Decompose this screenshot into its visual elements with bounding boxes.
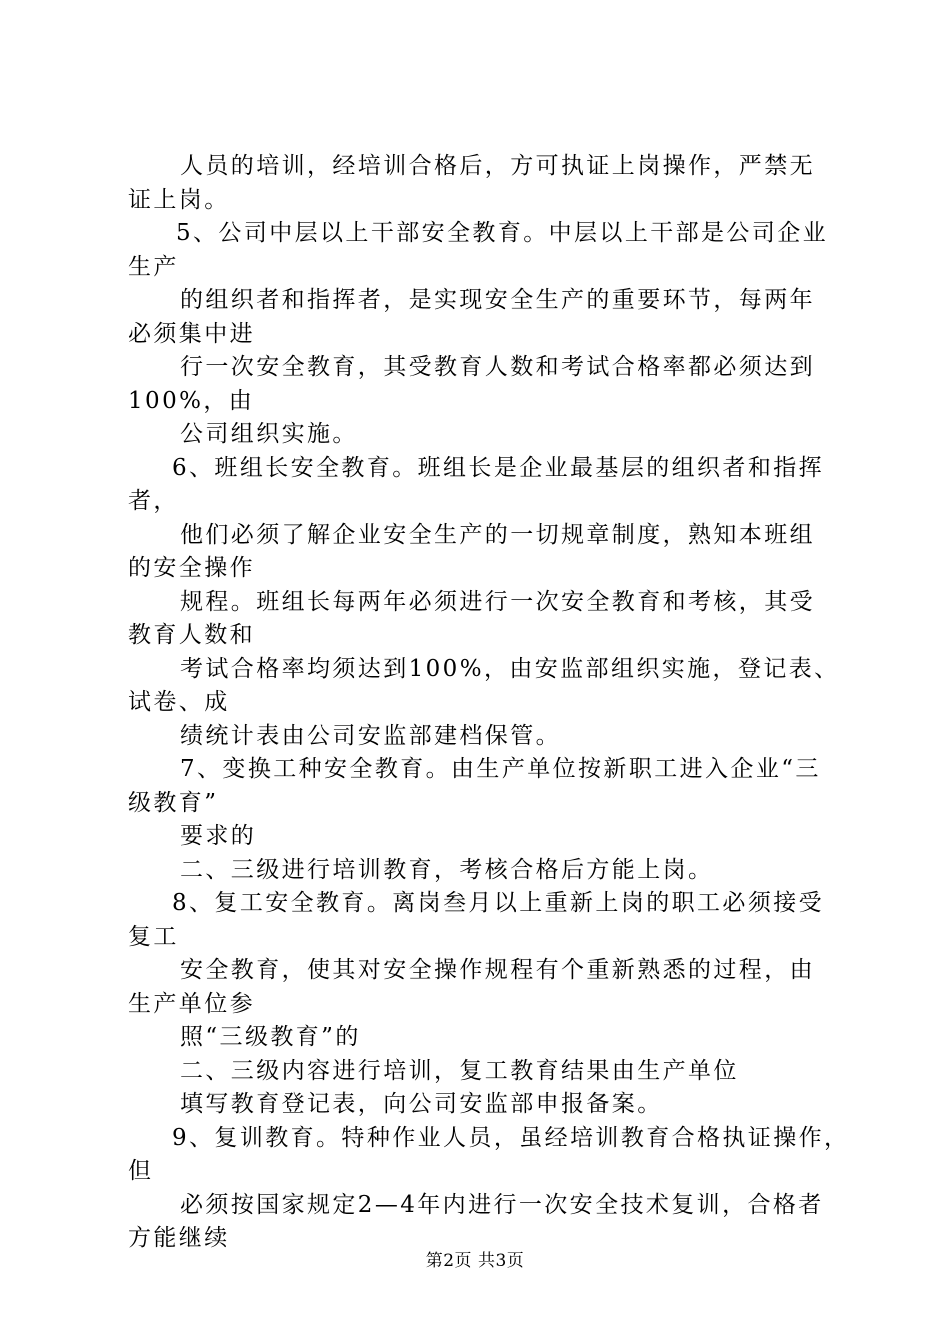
text-line: 教育人数和 [128,622,255,648]
text-line: 二、三级进行培训教育，考核合格后方能上岗。 [180,856,714,883]
page-footer: 第2页 共3页 [425,1251,525,1271]
text-line: 照“三级教育”的 [180,1024,361,1050]
text-line: 生产单位参 [128,990,255,1017]
text-line: 绩统计表由公司安监部建档保管。 [180,722,561,749]
text-line: 填写教育登记表，向公司安监部申报备案。 [180,1091,663,1117]
text-line: 的安全操作 [128,555,255,581]
text-line: 人员的培训，经培训合格后，方可执证上岗操作，严禁无 [180,153,815,179]
text-line: 8、复工安全教育。离岗叁月以上重新上岗的职工必须接受 [172,890,825,916]
text-line: 考试合格率均须达到100%，由安监部组织实施，登记表、 [180,655,840,682]
text-line: 7、变换工种安全教育。由生产单位按新职工进入企业“三 [180,756,821,782]
text-line: 者， [128,488,179,514]
text-line: 要求的 [180,823,257,849]
text-line: 他们必须了解企业安全生产的一切规章制度，熟知本班组 [180,521,815,548]
document-body [128,150,850,1256]
text-line: 生产 [128,253,179,280]
text-line: 二、三级内容进行培训，复工教育结果由生产单位 [180,1057,739,1084]
text-line: 公司组织实施。 [180,421,358,447]
text-line: 5、公司中层以上干部安全教育。中层以上干部是公司企业 [176,220,829,246]
text-line: 9、复训教育。特种作业人员，虽经培训教育合格执证操作， [172,1124,850,1151]
text-line: 级教育” [128,789,219,816]
text-line: 的组织者和指挥者，是实现安全生产的重要环节，每两年 [180,287,815,313]
text-line: 必须按国家规定2—4年内进行一次安全技术复训，合格者 [180,1191,824,1218]
text-line: 证上岗。 [128,186,230,213]
text-line: 行一次安全教育，其受教育人数和考试合格率都必须达到 [180,354,815,380]
text-line: 方能继续 [128,1225,230,1251]
text-line: 复工 [128,923,179,950]
text-line: 6、班组长安全教育。班组长是企业最基层的组织者和指挥 [172,454,825,481]
text-line: 试卷、成 [128,689,230,715]
text-line: 100%，由 [128,387,255,414]
text-line: 安全教育，使其对安全操作规程有个重新熟悉的过程，由 [180,957,815,983]
text-line: 必须集中进 [128,320,255,347]
text-line: 但 [128,1158,154,1184]
text-line: 规程。班组长每两年必须进行一次安全教育和考核，其受 [180,588,815,615]
